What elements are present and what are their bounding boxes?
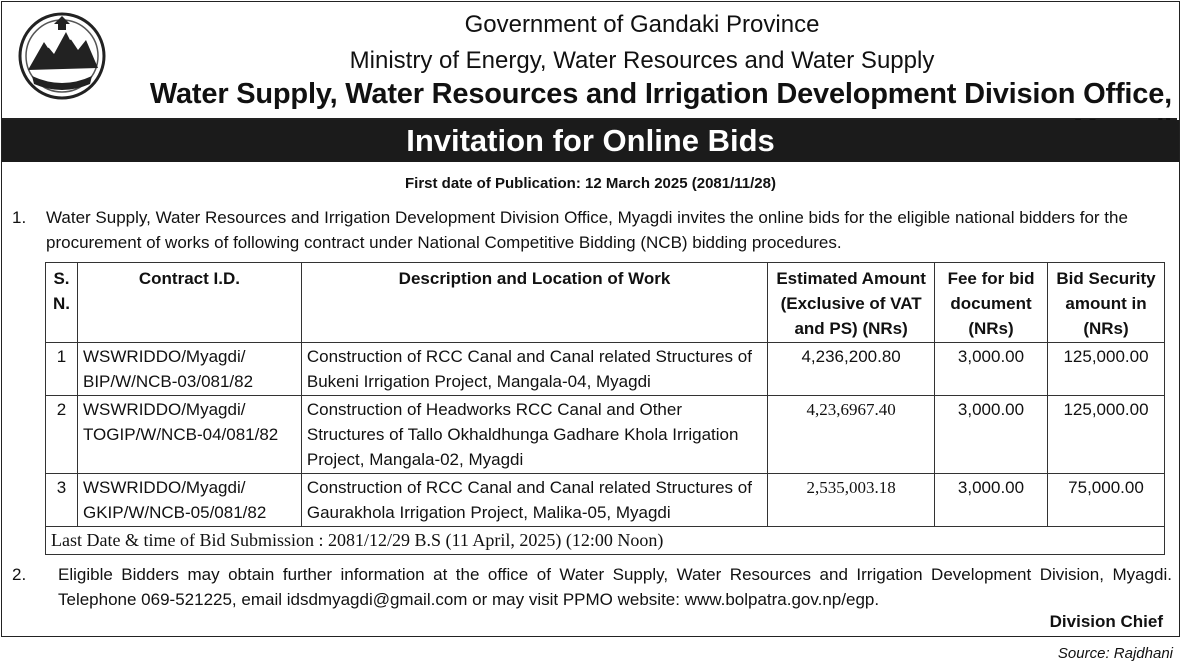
cell-estimated-amount: 4,236,200.80 [768, 343, 935, 396]
ministry-name: Ministry of Energy, Water Resources and Water Supply [349, 47, 935, 74]
table-row [46, 474, 1165, 527]
cell-estimated-amount: 2,535,003.18 [768, 474, 935, 527]
col-header-description: Description and Location of Work [301, 263, 767, 343]
cell-security: 75,000.00 [1048, 474, 1165, 527]
notice-title: Invitation for Online Bids [2, 120, 1179, 162]
col-header-fee: Fee for bid document (NRs) [935, 263, 1048, 343]
cell-sn: 1 [46, 343, 78, 396]
cell-security: 125,000.00 [1048, 396, 1165, 474]
nepal-emblem-icon [14, 10, 110, 102]
cell-description: Construction of RCC Canal and Canal related Structures of Bukeni Irrigation Project, Mangala-04, Myagdi [301, 343, 767, 396]
source-credit: Source: Rajdhani [1057, 645, 1173, 662]
paragraph-text: Water Supply, Water Resources and Irrigation Development Division Office, Myagdi invites the online bids for the eligible national bidders for the procurement of works of following contract under National Competitive Bidding (NCB) bidding procedures. [46, 208, 1128, 252]
publication-date: First date of Publication: 12 March 2025 (2081/11/28) [405, 175, 776, 192]
col-header-contract-id: Contract I.D. [77, 263, 301, 343]
cell-contract-id: WSWRIDDO/Myagdi/ GKIP/W/NCB-05/081/82 [77, 474, 301, 527]
paragraph-text: Eligible Bidders may obtain further information at the office of Water Supply, Water Resources and Irrigation Development Division, Myagdi. Telephone 069-521225, email idsdmyagdi@gmail.com or may visit PPMO website: www.bolpatra.gov.np/egp. [58, 565, 1172, 609]
table-header-row [46, 263, 1165, 343]
cell-security: 125,000.00 [1048, 343, 1165, 396]
cell-fee: 3,000.00 [935, 396, 1048, 474]
table-row [46, 343, 1165, 396]
office-name: Water Supply, Water Resources and Irrigation Development Division Office, [149, 78, 1172, 110]
government-name: Government of Gandaki Province [464, 11, 820, 38]
bid-submission-deadline: Last Date & time of Bid Submission : 2081/12/29 B.S (11 April, 2025) (12:00 Noon) [46, 527, 1165, 555]
deadline-row [46, 527, 1165, 555]
cell-sn: 2 [46, 396, 78, 474]
signatory: Division Chief [1049, 612, 1163, 631]
col-header-sn: S. N. [46, 263, 78, 343]
cell-description: Construction of RCC Canal and Canal related Structures of Gaurakhola Irrigation Project, Malika-05, Myagdi [301, 474, 767, 527]
cell-description: Construction of Headworks RCC Canal and Other Structures of Tallo Okhaldhunga Gadhare Khola Irrigation Project, Mangala-02, Myagdi [301, 396, 767, 474]
cell-fee: 3,000.00 [935, 343, 1048, 396]
col-header-estimated-amount: Estimated Amount (Exclusive of VAT and PS) (NRs) [768, 263, 935, 343]
cell-contract-id: WSWRIDDO/Myagdi/ TOGIP/W/NCB-04/081/82 [77, 396, 301, 474]
paragraph-number: 2. [12, 565, 27, 584]
cell-contract-id: WSWRIDDO/Myagdi/ BIP/W/NCB-03/081/82 [77, 343, 301, 396]
table-row [46, 396, 1165, 474]
cell-sn: 3 [46, 474, 78, 527]
paragraph-number: 1. [12, 208, 27, 227]
cell-fee: 3,000.00 [935, 474, 1048, 527]
col-header-security: Bid Security amount in (NRs) [1048, 263, 1165, 343]
cell-estimated-amount: 4,23,6967.40 [768, 396, 935, 474]
notice-header [2, 2, 1177, 120]
bids-table [45, 262, 1165, 555]
